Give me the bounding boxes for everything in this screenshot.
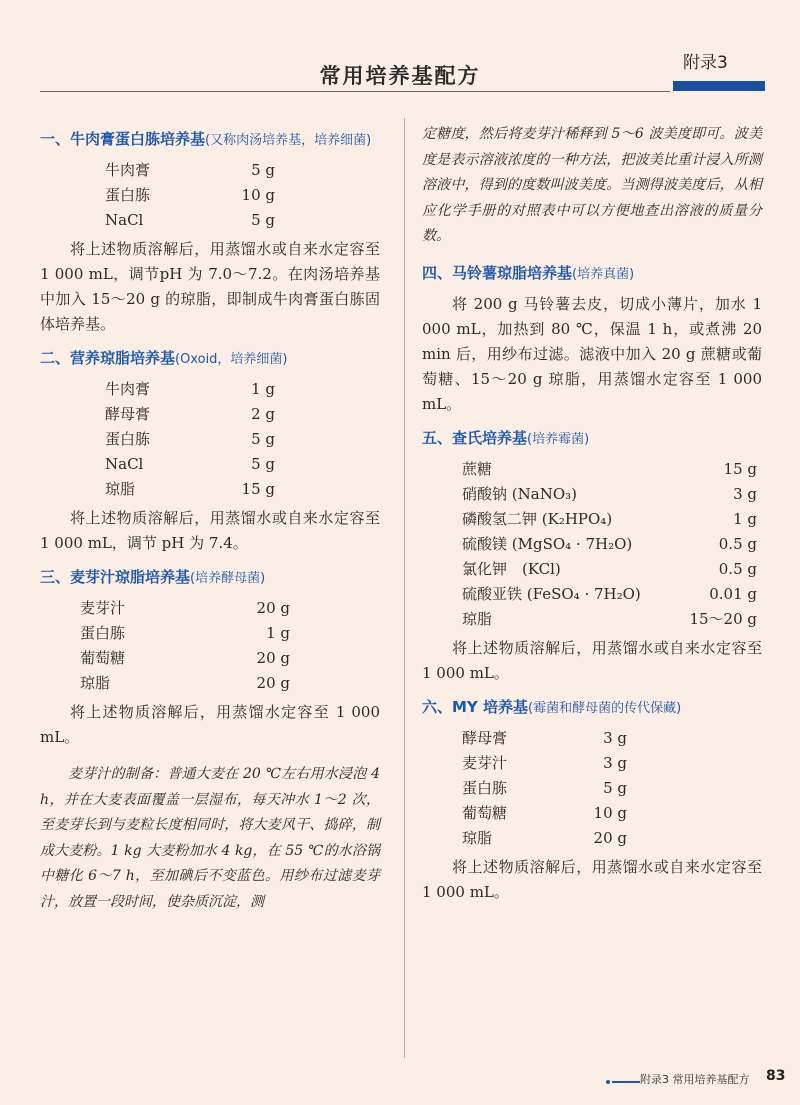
ingredient-name: 琼脂 [462, 828, 493, 847]
ingredient-row [462, 607, 762, 632]
ingredient-name: NaCl [105, 455, 144, 473]
section-title [422, 262, 762, 286]
section-title [422, 427, 762, 451]
appendix-tag: 附录3 [683, 53, 728, 73]
ingredient-amount: 5 g [251, 161, 275, 179]
ingredient-row [105, 208, 380, 233]
ingredient-list [462, 726, 762, 851]
ingredient-amount: 5 g [251, 455, 275, 473]
ingredient-name: 硝酸钠 (NaNO₃) [462, 484, 577, 503]
ingredient-row [462, 776, 762, 801]
section-heading: 六、MY 培养基 [422, 697, 529, 716]
ingredient-name: 琼脂 [462, 609, 493, 628]
section-note: (又称肉汤培养基，培养细菌) [205, 133, 372, 148]
ingredient-amount: 0.5 g [718, 559, 757, 578]
ingredient-amount: 20 g [256, 649, 290, 667]
ingredient-amount: 3 g [603, 728, 627, 747]
section-note: (培养霉菌) [527, 431, 590, 447]
ingredient-row [462, 507, 762, 532]
ingredient-amount: 3 g [603, 753, 627, 772]
ingredient-amount: 15 g [241, 480, 275, 498]
ingredient-name: 硫酸亚铁 (FeSO₄ · 7H₂O) [462, 584, 641, 603]
column-divider [404, 118, 405, 1058]
ingredient-amount: 15～20 g [689, 609, 757, 628]
section-title [40, 347, 380, 371]
ingredient-amount: 10 g [593, 803, 627, 822]
ingredient-name: 蛋白胨 [80, 624, 126, 642]
section-heading: 一、牛肉膏蛋白胨培养基 [40, 130, 206, 148]
ingredient-row [462, 557, 762, 582]
ingredient-list [80, 596, 380, 696]
section-text: 将上述物质溶解后，用蒸馏水或自来水定容至 1 000 mL，调节 pH 为 7.4。 [40, 509, 380, 552]
ingredient-row [105, 158, 380, 183]
section-note: (Oxoid，培养细菌) [175, 352, 288, 367]
ingredient-amount: 5 g [603, 778, 627, 797]
section-note: (培养真菌) [572, 266, 635, 282]
ingredient-name: 蛋白胨 [462, 778, 508, 797]
ingredient-name: 氯化钾 (KCl) [462, 559, 561, 578]
section-note: (培养酵母菌) [190, 571, 266, 586]
ingredient-amount: 1 g [733, 509, 757, 528]
ingredient-name: 麦芽汁 [462, 753, 508, 772]
ingredient-row [105, 183, 380, 208]
ingredient-amount: 5 g [251, 430, 275, 448]
ingredient-name: 牛肉膏 [105, 161, 151, 179]
footer-label: 附录3 常用培养基配方 [640, 1073, 750, 1086]
ingredient-name: NaCl [105, 211, 144, 229]
ingredient-amount: 2 g [251, 405, 275, 423]
ingredient-row [462, 532, 762, 557]
ingredient-name: 蛋白胨 [105, 186, 151, 204]
malt-note-text: 麦芽汁的制备：普通大麦在 20 ℃左右用水浸泡 4 h，并在大麦表面覆盖一层湿布，每天冲水 1～2 次，至麦芽长到与麦粒长度相同时，将大麦风干、捣碎，制成大麦粉。1 kg 大麦粉加水 4 kg，在 55 ℃的水浴锅中糖化 6～7 h，至加碘后不变蓝色。用纱布过滤麦芽汁，放置一段时间，使杂质沉淀，测 [40, 766, 380, 910]
ingredient-name: 磷酸氢二钾 (K₂HPO₄) [462, 509, 613, 528]
ingredient-name: 葡萄糖 [462, 803, 508, 822]
section-heading: 三、麦芽汁琼脂培养基 [40, 568, 191, 586]
ingredient-row [105, 402, 380, 427]
section-heading: 五、查氏培养基 [422, 428, 528, 447]
ingredient-row [105, 477, 380, 502]
ingredient-row [462, 751, 762, 776]
ingredient-amount: 20 g [593, 828, 627, 847]
ingredient-name: 酵母膏 [462, 728, 508, 747]
ingredient-amount: 0.5 g [718, 534, 757, 553]
section-heading: 二、营养琼脂培养基 [40, 349, 176, 367]
section-text: 将 200 g 马铃薯去皮，切成小薄片，加水 1 000 mL，加热到 80 ℃，保温 1 h，或煮沸 20 min 后，用纱布过滤。滤液中加入 20 g 蔗糖或葡萄糖、15～20 g 琼脂，用蒸馏水定容至 1 000 mL。 [422, 294, 762, 413]
ingredient-row [105, 452, 380, 477]
ingredient-list [105, 377, 380, 502]
ingredient-row [462, 801, 762, 826]
ingredient-amount: 20 g [256, 599, 290, 617]
malt-note-continued: 定糖度，然后将麦芽汁稀释到 5～6 波美度即可。波美度是表示溶液浓度的一种方法，把波美比重计浸入所测溶液中，得到的度数叫波美度。当测得波美度后，从相应化学手册的对照表中可以方便地查出溶液的质量分数。 [422, 126, 762, 244]
ingredient-name: 牛肉膏 [105, 380, 151, 398]
header-rule [40, 91, 670, 92]
section-text: 将上述物质溶解后，用蒸馏水或自来水定容至 1 000 mL，调节pH 为 7.0～7.2。在肉汤培养基中加入 15～20 g 的琼脂，即制成牛肉膏蛋白胨固体培养基。 [40, 240, 380, 333]
ingredient-amount: 15 g [723, 459, 757, 478]
appendix-bar [673, 81, 765, 91]
ingredient-row [462, 582, 762, 607]
ingredient-name: 蔗糖 [462, 459, 493, 478]
ingredient-name: 葡萄糖 [80, 649, 126, 667]
ingredient-row [105, 377, 380, 402]
ingredient-list [462, 457, 762, 632]
ingredient-row [80, 671, 380, 696]
ingredient-list [105, 158, 380, 233]
ingredient-name: 麦芽汁 [80, 599, 126, 617]
page-title: 常用培养基配方 [319, 64, 481, 88]
ingredient-amount: 3 g [733, 484, 757, 503]
section-title [40, 128, 380, 152]
ingredient-row [462, 826, 762, 851]
ingredient-row [80, 596, 380, 621]
right-column [422, 122, 762, 915]
section-heading: 四、马铃薯琼脂培养基 [422, 263, 573, 282]
ingredient-name: 硫酸镁 (MgSO₄ · 7H₂O) [462, 534, 633, 553]
section-text: 将上述物质溶解后，用蒸馏水或自来水定容至 1 000 mL。 [422, 638, 762, 682]
section-text: 将上述物质溶解后，用蒸馏水定容至 1 000 mL。 [40, 703, 380, 746]
section-title [40, 566, 380, 590]
ingredient-row [105, 427, 380, 452]
ingredient-row [462, 726, 762, 751]
left-column [40, 118, 380, 915]
ingredient-row [80, 621, 380, 646]
ingredient-amount: 1 g [266, 624, 290, 642]
page-number: 83 [766, 1068, 786, 1084]
footer-line [612, 1081, 640, 1083]
ingredient-name: 琼脂 [105, 480, 136, 498]
ingredient-amount: 20 g [256, 674, 290, 692]
ingredient-row [462, 457, 762, 482]
ingredient-amount: 0.01 g [709, 584, 757, 603]
footer-dot [606, 1080, 610, 1084]
section-note: (霉菌和酵母菌的传代保藏) [528, 700, 682, 716]
ingredient-amount: 1 g [251, 380, 275, 398]
ingredient-amount: 10 g [241, 186, 275, 204]
ingredient-row [462, 482, 762, 507]
section-title [422, 696, 762, 720]
ingredient-name: 酵母膏 [105, 405, 151, 423]
section-text: 将上述物质溶解后，用蒸馏水或自来水定容至 1 000 mL。 [422, 857, 762, 901]
ingredient-row [80, 646, 380, 671]
ingredient-amount: 5 g [251, 211, 275, 229]
ingredient-name: 蛋白胨 [105, 430, 151, 448]
ingredient-name: 琼脂 [80, 674, 111, 692]
